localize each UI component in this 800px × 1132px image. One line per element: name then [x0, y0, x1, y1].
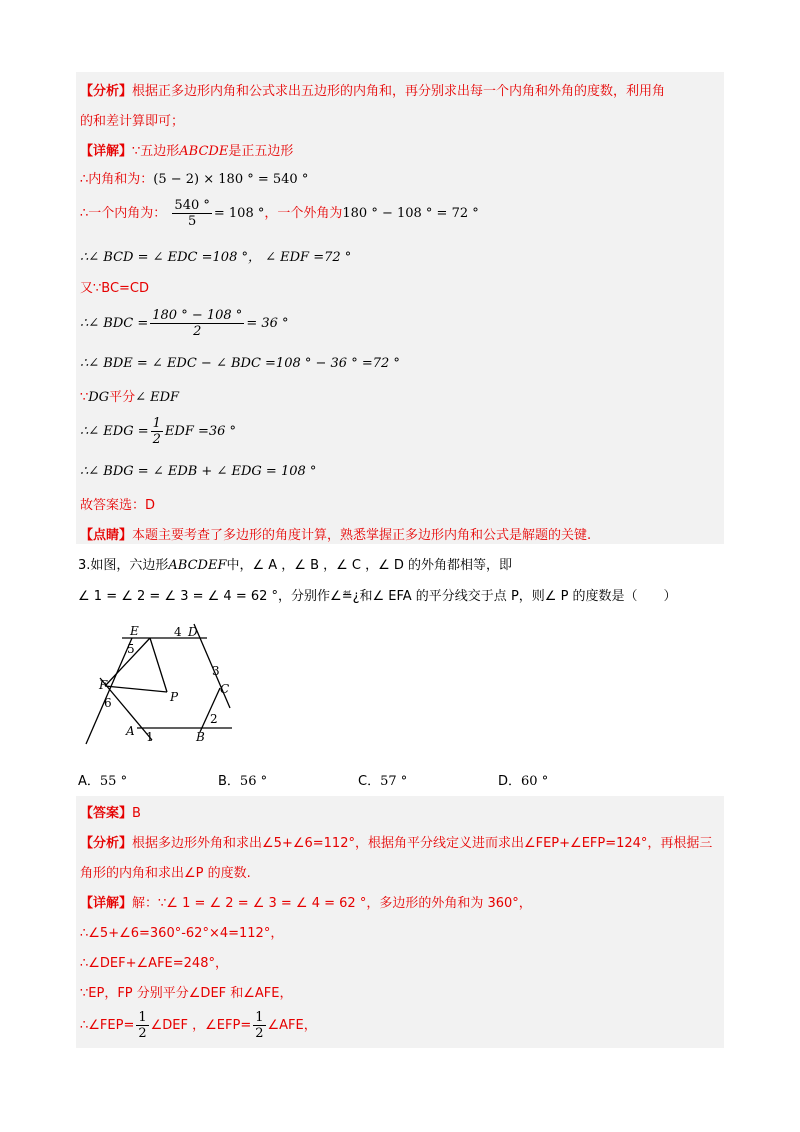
option-d[interactable]: D．60 ° — [498, 774, 549, 789]
detail-tag: 【详解】 — [80, 144, 133, 159]
label-a: A — [126, 724, 135, 738]
label-1: 1 — [146, 730, 154, 744]
detail2-line-5: ∴∠FEP= $\frac{1}{2}$ ∠DEF ，∠EFP= $\frac{1}{2}$ ∠AFE， — [80, 1010, 317, 1041]
option-b[interactable]: B．56 ° — [218, 774, 268, 789]
fraction: $\frac{1}{2}$ — [138, 1010, 147, 1041]
label-e: E — [130, 624, 139, 638]
detail-line: 【详解】∵五边形ABCDE是正五边形 — [80, 144, 294, 159]
label-p: P — [170, 690, 179, 704]
detail2-line-1: 【详解】解：∵∠ 1 = ∠ 2 = ∠ 3 = ∠ 4 = 62 °，多边形的外角和为 360°， — [80, 896, 532, 911]
label-2: 2 — [210, 712, 218, 726]
step-interior-sum: ∴内角和为：(5 − 2) × 180 ° = 540 ° — [80, 172, 309, 187]
analysis-tag: 【分析】 — [80, 84, 133, 99]
label-f: F — [99, 678, 108, 692]
question-line-1: 3.如图，六边形ABCDEF中，∠ A ，∠ B ，∠ C ，∠ D 的外角都相等，即 — [78, 558, 513, 573]
fraction: $\frac{1}{2}$ — [152, 416, 161, 447]
step-bc-cd: 又∵BC=CD — [80, 281, 150, 296]
label-d: D — [188, 625, 198, 639]
label-b: B — [196, 730, 205, 744]
analysis2-line-2: 角形的内角和求出∠P 的度数. — [80, 866, 251, 881]
step-bcd: ∴∠ BCD = ∠ EDC =108 °， ∠ EDF =72 ° — [80, 250, 352, 265]
detail2-line-3: ∴∠DEF+∠AFE=248°， — [80, 956, 228, 971]
step-dg-bisects: ∵DG平分∠ EDF — [80, 390, 180, 405]
step-bdg: ∴∠ BDG = ∠ EDB + ∠ EDG = 108 ° — [80, 464, 317, 479]
step-one-angle: ∴一个内角为： $\frac{540 ^\circ}{5}$ = 108 °，一个外角为180 ° − 108 ° = 72 ° — [80, 198, 479, 229]
fraction: $\frac{180 ^\circ - 108 ^\circ}{2}$ — [152, 308, 243, 339]
label-4: 4 — [174, 625, 182, 639]
step-bde: ∴∠ BDE = ∠ EDC − ∠ BDC =108 ° − 36 ° =72 ° — [80, 356, 400, 371]
label-6: 6 — [104, 696, 112, 710]
fraction: $\frac{1}{2}$ — [255, 1010, 264, 1041]
label-5: 5 — [127, 642, 135, 656]
label-3: 3 — [212, 664, 220, 678]
analysis2-line-1: 【分析】根据多边形外角和求出∠5+∠6=112°，根据角平分线定义进而求出∠FEP+∠EFP=124°，再根据三 — [80, 836, 713, 851]
analysis-line-1: 【分析】根据正多边形内角和公式求出五边形的内角和，再分别求出每一个内角和外角的度数，利用角 — [80, 84, 666, 99]
figure-labels — [82, 620, 242, 750]
step-edg: ∴∠ EDG = $\frac{1}{2}$ EDF =36 ° — [80, 416, 237, 447]
comment-tag: 【点睛】 — [80, 528, 133, 543]
detail2-line-2: ∴∠5+∠6=360°-62°×4=112°， — [80, 926, 284, 941]
step-bdc: ∴∠ BDC = $\frac{180 ^\circ - 108 ^\circ}{2}$ = 36 ° — [80, 308, 289, 339]
question-line-2: ∠ 1 = ∠ 2 = ∠ 3 = ∠ 4 = 62 °，分别作∠≝¿和∠ EFA 的平分线交于点 P，则∠ P 的度数是（ ） — [78, 589, 677, 604]
answer2-line: 【答案】B — [80, 806, 141, 821]
option-c[interactable]: C．57 ° — [358, 774, 408, 789]
comment-line: 【点睛】本题主要考查了多边形的角度计算，熟悉掌握正多边形内角和公式是解题的关键. — [80, 528, 592, 543]
label-c: C — [220, 682, 230, 696]
fraction: $\frac{540 ^\circ}{5}$ — [174, 198, 210, 229]
answer-line: 故答案选：D — [80, 498, 156, 513]
detail2-line-4: ∵EP，FP 分别平分∠DEF 和∠AFE， — [80, 986, 293, 1001]
analysis-line-2: 的和差计算即可； — [80, 114, 185, 129]
option-a[interactable]: A．55 ° — [78, 774, 128, 789]
